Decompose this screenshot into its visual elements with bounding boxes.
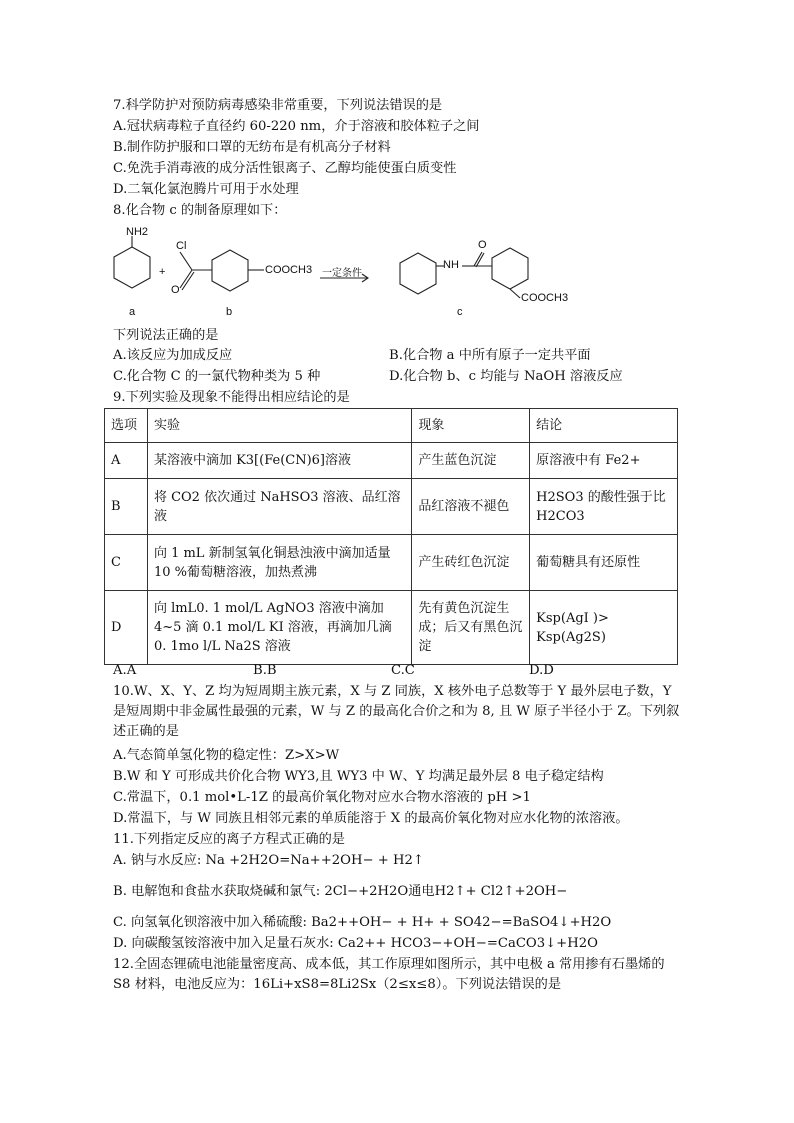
ester-c-label: COOCH3 bbox=[521, 292, 569, 304]
q8-option-a: A.该反应为加成反应 bbox=[113, 348, 233, 363]
table-header-row bbox=[105, 409, 678, 443]
q7-option-a: A.冠状病毒粒子直径约 60-220 nm，介于溶液和胶体粒子之间 bbox=[113, 119, 480, 134]
row-c-phenomenon: 产生砖红色沉淀 bbox=[412, 535, 530, 591]
q11-option-c: C. 向氢氧化钡溶液中加入稀硫酸: Ba2++OH− + H+ + SO42−=BaSO4↓+H2O bbox=[113, 915, 612, 930]
q10-option-b: B.W 和 Y 可形成共价化合物 WY3,且 WY3 中 W、Y 均满足最外层 8 电子稳定结构 bbox=[113, 769, 604, 784]
row-b-experiment: 将 CO2 依次通过 NaHSO3 溶液、品红溶液 bbox=[147, 479, 411, 535]
compound-b-ring bbox=[212, 250, 248, 291]
compound-c-ring-left bbox=[400, 253, 436, 294]
header-phenomenon: 现象 bbox=[412, 409, 530, 443]
experiment-table bbox=[104, 408, 678, 665]
row-c-option: C bbox=[105, 535, 148, 591]
q11-option-d: D. 向碳酸氢铵溶液中加入足量石灰水: Ca2++ HCO3−+OH−=CaCO3↓+H2O bbox=[113, 936, 598, 951]
q12-stem: 12.全固态锂硫电池能量密度高、成本低，其工作原理如图所示，其中电极 a 常用掺有石墨烯的 S8 材料，电池反应为：16Li+xS8=8Li2Sx（2≤x≤8）。下列说法错误的是 bbox=[113, 957, 665, 992]
q10-option-c: C.常温下，0.1 mol•L-1Z 的最高价氧化物对应水合物水溶液的 pH >1 bbox=[113, 790, 531, 805]
q9-choice-a: A.A bbox=[113, 663, 137, 678]
label-a: a bbox=[129, 306, 136, 318]
q9-answer-choices bbox=[113, 662, 673, 680]
q8-options-row-2 bbox=[113, 367, 713, 387]
chlorine-label: Cl bbox=[176, 240, 187, 252]
q8-stem: 8.化合物 c 的制备原理如下： bbox=[113, 203, 287, 218]
label-c: c bbox=[457, 306, 463, 318]
row-b-phenomenon: 品红溶液不褪色 bbox=[412, 479, 530, 535]
row-d-option: D bbox=[105, 591, 148, 665]
amide-nh-label: NH bbox=[443, 259, 459, 271]
q7-stem: 7.科学防护对预防病毒感染非常重要，下列说法错误的是 bbox=[113, 98, 443, 113]
amino-group-label: NH2 bbox=[126, 226, 149, 238]
q8-option-b: B.化合物 a 中所有原子一定共平面 bbox=[389, 348, 591, 363]
q8-option-c: C.化合物 C 的一氯代物种类为 5 种 bbox=[113, 369, 321, 384]
header-option: 选项 bbox=[105, 409, 148, 443]
carbonyl-o-label: O bbox=[171, 284, 180, 296]
plus-sign: + bbox=[159, 266, 166, 278]
row-b-option: B bbox=[105, 479, 148, 535]
row-a-phenomenon: 产生蓝色沉淀 bbox=[412, 443, 530, 479]
header-experiment: 实验 bbox=[147, 409, 411, 443]
amide-o-label: O bbox=[478, 239, 487, 251]
row-b-conclusion: H2SO3 的酸性强于比 H2CO3 bbox=[530, 479, 678, 535]
q10-stem: 10.W、X、Y、Z 均为短周期主族元素，X 与 Z 同族，X 核外电子总数等于 Y 最外层电子数，Y 是短周期中非金属性最强的元素，W 与 Z 的最高化合价之和为 8, 且 W 原子半径小于 Z。下列叙述正确的是 bbox=[113, 684, 680, 739]
reaction-scheme bbox=[110, 226, 610, 324]
table-row bbox=[105, 591, 678, 665]
q8-option-d: D.化合物 b、c 均能与 NaOH 溶液反应 bbox=[389, 369, 623, 384]
row-d-experiment: 向 lmL0. 1 mol/L AgNO3 溶液中滴加 4~5 滴 0.1 mol/L KI 溶液，再滴加几滴 0. 1mo l/L Na2S 溶液 bbox=[147, 591, 411, 665]
q7-option-c: C.免洗手消毒液的成分活性银离子、乙醇均能使蛋白质变性 bbox=[113, 161, 457, 176]
row-a-experiment: 某溶液中滴加 K3[(Fe(CN)6]溶液 bbox=[147, 443, 411, 479]
q11-stem: 11.下列指定反应的离子方程式正确的是 bbox=[113, 832, 345, 847]
q7-option-b: B.制作防护服和口罩的无纺布是有机高分子材料 bbox=[113, 140, 391, 155]
q10-option-a: A.气态简单氢化物的稳定性：Z>X>W bbox=[113, 748, 340, 763]
q9-choice-c: C.C bbox=[391, 663, 415, 678]
row-c-conclusion: 葡萄糖具有还原性 bbox=[530, 535, 678, 591]
row-a-conclusion: 原溶液中有 Fe2+ bbox=[530, 443, 678, 479]
compound-a-ring bbox=[114, 247, 150, 288]
ester-b-label: COOCH3 bbox=[265, 264, 313, 276]
q9-choice-b: B.B bbox=[253, 663, 277, 678]
q7-option-d: D.二氧化氯泡腾片可用于水处理 bbox=[113, 182, 299, 197]
header-conclusion: 结论 bbox=[530, 409, 678, 443]
q11-option-a: A. 钠与水反应: Na +2H2O=Na++2OH− + H2↑ bbox=[113, 853, 424, 868]
q10-option-d: D.常温下，与 W 同族且相邻元素的单质能溶于 X 的最高价氧化物对应水化物的浓溶液。 bbox=[113, 811, 629, 826]
q8-options-row-1 bbox=[113, 346, 713, 366]
row-a-option: A bbox=[105, 443, 148, 479]
row-d-conclusion: Ksp(AgI )> Ksp(Ag2S) bbox=[530, 591, 678, 665]
q9-choice-d: D.D bbox=[529, 663, 554, 678]
table-row bbox=[105, 443, 678, 479]
table-row bbox=[105, 535, 678, 591]
label-b: b bbox=[226, 306, 233, 318]
row-d-phenomenon: 先有黄色沉淀生成；后又有黑色沉淀 bbox=[412, 591, 530, 665]
table-row bbox=[105, 479, 678, 535]
compound-c-ring-right bbox=[492, 248, 528, 289]
q9-stem: 9.下列实验及现象不能得出相应结论的是 bbox=[113, 390, 350, 405]
reaction-condition: 一定条件 bbox=[322, 268, 362, 279]
q8-question: 下列说法正确的是 bbox=[113, 328, 219, 343]
q11-option-b: B. 电解饱和食盐水获取烧碱和氯气: 2Cl−+2H2O通电H2↑+ Cl2↑+2OH− bbox=[113, 884, 568, 899]
row-c-experiment: 向 1 mL 新制氢氧化铜悬浊液中滴加适量 10 %葡萄糖溶液，加热煮沸 bbox=[147, 535, 411, 591]
